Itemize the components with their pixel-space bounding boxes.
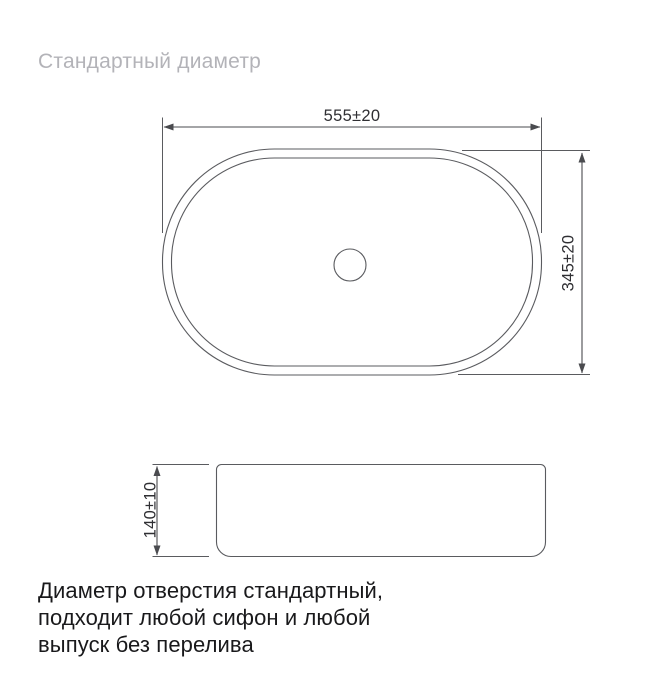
depth-dimension-label: 140±10	[141, 481, 160, 539]
basin-outer-outline	[163, 149, 542, 375]
height-dimension-label: 345±20	[559, 234, 578, 292]
caption-line: Диаметр отверстия стандартный,	[38, 578, 384, 603]
drain-hole-circle	[334, 249, 366, 281]
page-title: Стандартный диаметр	[38, 50, 262, 73]
caption	[38, 577, 383, 658]
caption-line: подходит любой сифон и любой	[38, 605, 371, 630]
caption-line: выпуск без перелива	[38, 632, 254, 657]
basin-side-view-outline	[217, 465, 546, 557]
basin-inner-outline	[172, 158, 533, 366]
width-dimension-label: 555±20	[323, 107, 381, 125]
